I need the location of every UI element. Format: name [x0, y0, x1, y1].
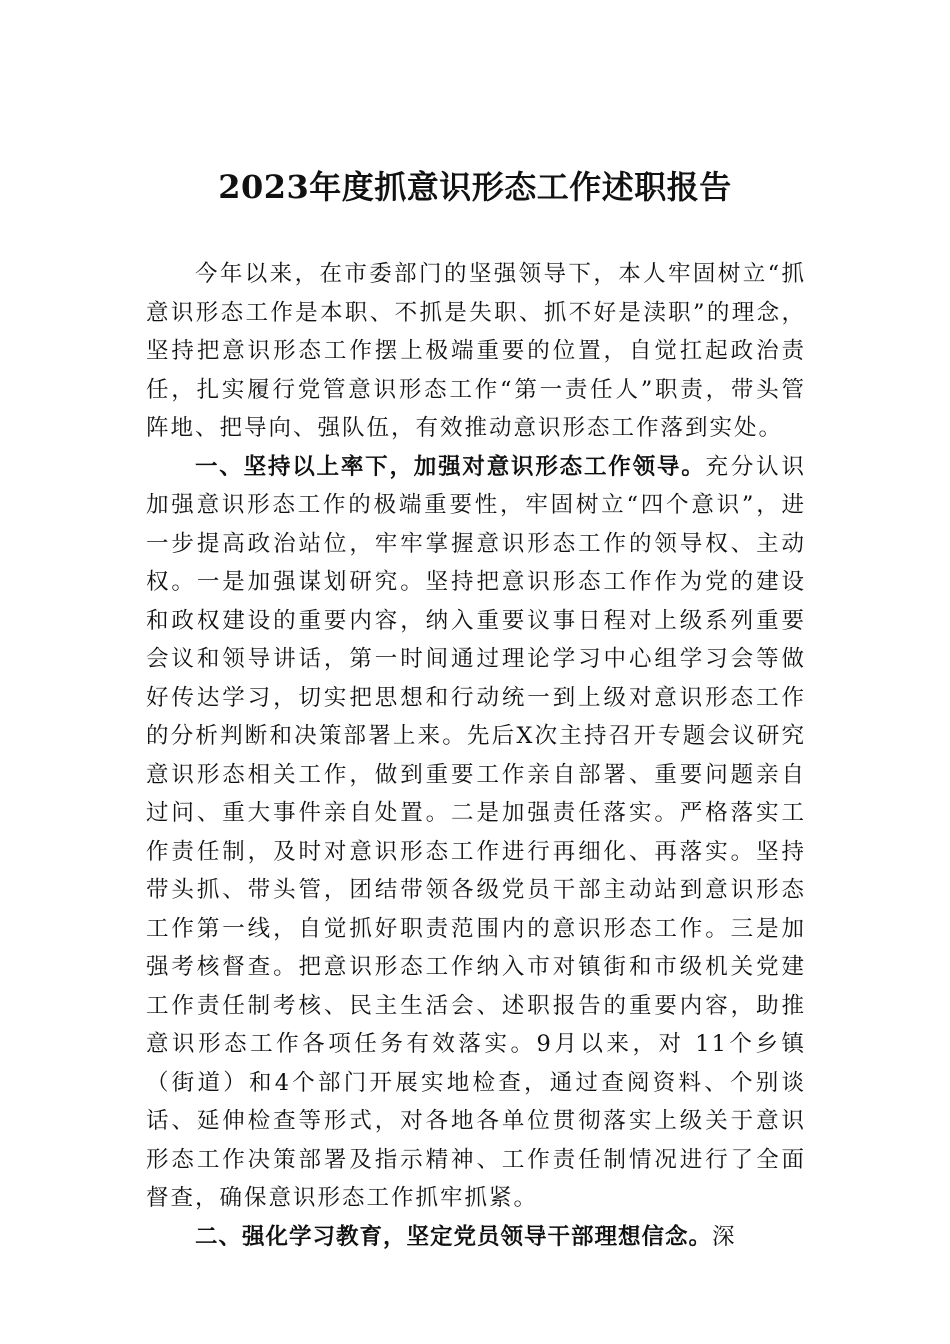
section-2-heading: 二、强化学习教育，坚定党员领导干部理想信念。	[195, 1223, 713, 1250]
intro-paragraph: 今年以来，在市委部门的坚强领导下，本人牢固树立“抓意识形态工作是本职、不抓是失职、抓不好是渎职”的理念，坚持把意识形态工作摆上极端重要的位置，自觉扛起政治责任，扎实履行党管意识形态工作“第一责任人”职责，带头管阵地、把导向、强队伍，有效推动意识形态工作落到实处。	[146, 261, 806, 441]
section-2-body: 深	[712, 1223, 737, 1250]
section-2-paragraph	[146, 1218, 806, 1257]
section-1-body: 充分认识加强意识形态工作的极端重要性，牢固树立“四个意识”，进一步提高政治站位，牢牢掌握意识形态工作的领导权、主动权。一是加强谋划研究。坚持把意识形态工作作为党的建设和政权建设的重要内容，纳入重要议事日程对上级系列重要会议和领导讲话，第一时间通过理论学习中心组学习会等做好传达学习，切实把思想和行动统一到上级对意识形态工作的分析判断和决策部署上来。先后X次主持召开专题会议研究意识形态相关工作，做到重要工作亲自部署、重要问题亲自过问、重大事件亲自处置。二是加强责任落实。严格落实工作责任制，及时对意识形态工作进行再细化、再落实。坚持带头抓、带头管，团结带领各级党员干部主动站到意识形态工作第一线，自觉抓好职责范围内的意识形态工作。三是加强考核督查。把意识形态工作纳入市对镇街和市级机关党建工作责任制考核、民主生活会、述职报告的重要内容，助推意识形态工作各项任务有效落实。9月以来，对 11个乡镇（街道）和4个部门开展实地检查，通过查阅资料、个别谈话、延伸检查等形式，对各地各单位贯彻落实上级关于意识形态工作决策部署及指示精神、工作责任制情况进行了全面督查，确保意识形态工作抓牢抓紧。	[146, 453, 806, 1211]
document-title: 2023年度抓意识形态工作述职报告	[218, 168, 732, 206]
document-body	[146, 255, 806, 1256]
section-1-paragraph	[146, 448, 806, 1218]
section-1-heading: 一、坚持以上率下，加强对意识形态工作领导。	[195, 453, 706, 480]
